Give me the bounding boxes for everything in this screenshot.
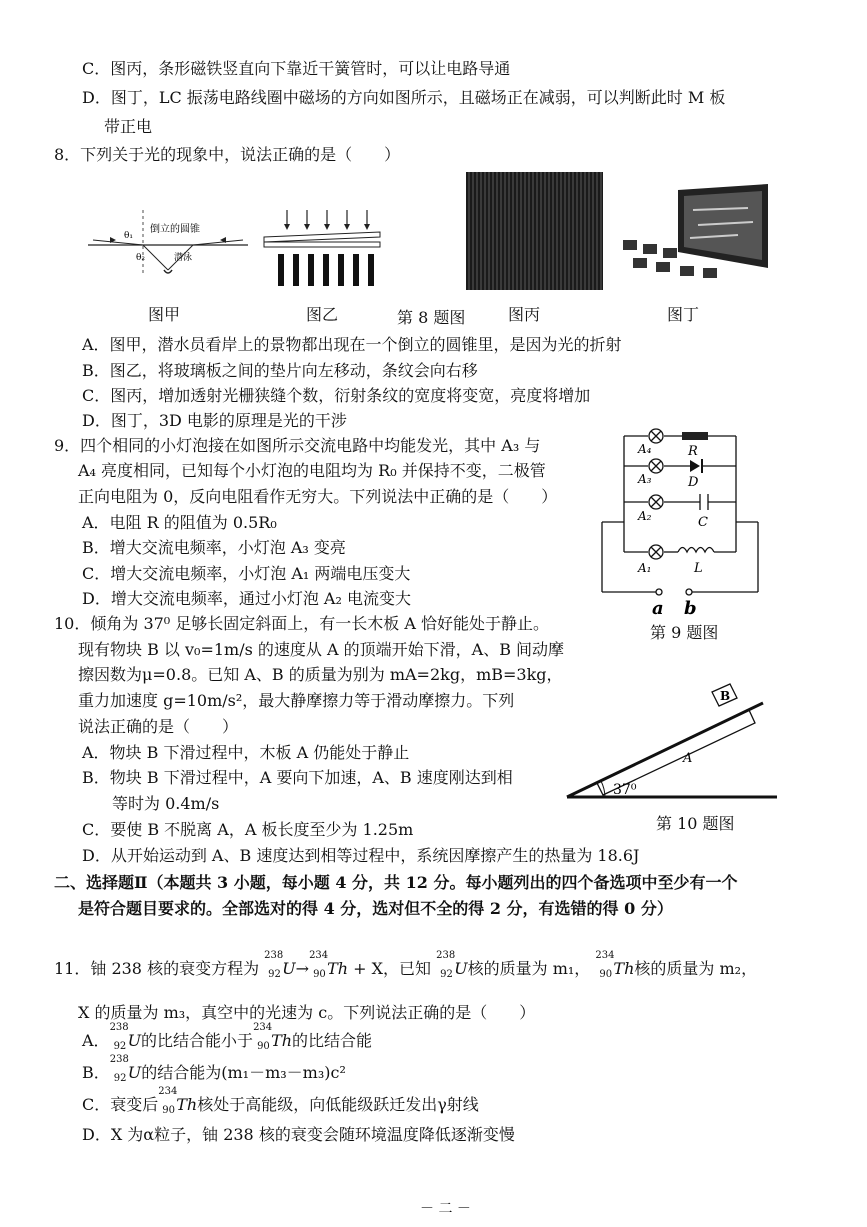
q10-option-a: A．物块 B 下滑过程中，木板 A 仍能处于静止 (82, 743, 410, 762)
nuclide-u238: 238 92 U (436, 950, 468, 980)
page-number: － 二 － (420, 1201, 471, 1217)
section-2-heading-line1: 二、选择题Ⅱ（本题共 3 小题，每小题 4 分，共 12 分。每小题列出的四个备选项中至少有一个 (54, 873, 738, 892)
cone-label: 倒立的圆锥 (150, 224, 200, 235)
block-b-label: B (720, 689, 731, 703)
q7-option-d-line2: 带正电 (104, 117, 153, 136)
q9-option-c: C．增大交流电频率，小灯泡 A₁ 两端电压变大 (82, 564, 411, 583)
diver-label: 潜泳 (174, 253, 193, 263)
q8-option-c: C．图丙，增加透射光栅狭缝个数，衍射条纹的宽度将变宽，亮度将增加 (82, 386, 591, 405)
q9-stem-line1: 9．四个相同的小灯泡接在如图所示交流电路中均能发光，其中 A₃ 与 (54, 436, 541, 455)
q8-caption-yi: 图乙 (306, 305, 339, 324)
q8-figure-yi (262, 208, 382, 288)
lamp-a2-label: A₂ (638, 509, 652, 523)
terminal-b-label: b (684, 598, 697, 616)
lamp-a4-label: A₄ (638, 442, 652, 456)
q11-stem-line1: 11．铀 238 核的衰变方程为 238 92 U→ 234 90 Th + X，已知 238 92 U核的质量为 m₁， 234 90 Th核的质量为 m₂， (54, 950, 758, 980)
lamp-a1-label: A₁ (638, 561, 652, 575)
q10-option-c: C．要使 B 不脱离 A，A 板长度至少为 1.25m (82, 820, 414, 839)
q9-option-d: D．增大交流电频率，通过小灯泡 A₂ 电流变大 (82, 589, 411, 608)
q9-option-b: B．增大交流电频率，小灯泡 A₃ 变亮 (82, 538, 346, 557)
q11-stem-line2: X 的质量为 m₃，真空中的光速为 c。下列说法正确的是（ ） (78, 1003, 536, 1022)
q8-caption-jia: 图甲 (148, 305, 181, 324)
q8-option-a: A．图甲，潜水员看岸上的景物都出现在一个倒立的圆锥里，是因为光的折射 (82, 335, 622, 354)
q10-stem-line1: 10．倾角为 37⁰ 足够长固定斜面上，有一长木板 A 恰好能处于静止。 (54, 614, 550, 633)
q8-caption-ding: 图丁 (667, 305, 700, 324)
q8-caption-bing: 图丙 (508, 305, 541, 324)
terminal-a-label: a (652, 598, 664, 616)
q9-figure-title: 第 9 题图 (650, 623, 719, 642)
q10-figure-title: 第 10 题图 (656, 814, 735, 833)
q10-stem-line3: 擦因数为μ=0.8。已知 A、B 的质量为别为 mA=2kg，mB=3kg， (78, 665, 563, 684)
capacitor-c-label: C (698, 515, 708, 530)
q9-stem-line3: 正向电阻为 0，反向电阻看作无穷大。下列说法中正确的是（ ） (78, 487, 558, 506)
diode-d-label: D (688, 475, 699, 490)
lamp-a3-label: A₃ (638, 472, 652, 486)
theta1-label: θ₁ (124, 231, 134, 241)
q7-option-d-line1: D．图丁，LC 振荡电路线圈中磁场的方向如图所示，且磁场正在减弱，可以判断此时 M 板 (82, 88, 726, 107)
q8-option-b: B．图乙，将玻璃板之间的垫片向左移动，条纹会向右移 (82, 361, 478, 380)
nuclide-th234: 234 90 Th (595, 950, 635, 980)
q8-figure-jia (88, 200, 248, 280)
inductor-l-label: L (694, 561, 703, 576)
nuclide-u238: 238 92 U (264, 950, 296, 980)
resistor-r-label: R (688, 444, 698, 459)
q11-option-a: A． 238 92 U的比结合能小于 234 90 Th的比结合能 (82, 1022, 373, 1052)
nuclide-th234: 234 90 Th (309, 950, 349, 980)
q10-option-b-line2: 等时为 0.4m/s (112, 794, 220, 813)
q11-option-c: C．衰变后 234 90 Th核处于高能级，向低能级跃迁发出γ射线 (82, 1086, 479, 1116)
q10-stem-line5: 说法正确的是（ ） (78, 717, 239, 736)
section-2-heading-line2: 是符合题目要求的。全部选对的得 4 分，选对但不全的得 2 分，有选错的得 0 分） (78, 899, 673, 918)
q9-circuit-diagram (596, 424, 766, 616)
q11-option-b: B． 238 92 U的结合能为(m₁－m₃－m₃)c² (82, 1054, 346, 1084)
q8-figure-bing (466, 172, 603, 290)
theta2-label: θ₂ (136, 253, 146, 263)
q10-stem-line2: 现有物块 B 以 v₀=1m/s 的速度从 A 的顶端开始下滑，A、B 间动摩 (78, 640, 565, 659)
q10-option-b-line1: B．物块 B 下滑过程中，A 要向下加速，A、B 速度刚达到相 (82, 768, 513, 787)
q8-option-d: D．图丁，3D 电影的原理是光的干涉 (82, 411, 347, 430)
q8-figure-ding (618, 180, 778, 285)
q9-stem-line2: A₄ 亮度相同，已知每个小灯泡的电阻均为 R₀ 并保持不变，二极管 (78, 461, 546, 480)
q8-figure-title: 第 8 题图 (397, 308, 466, 327)
q11-option-d: D．X 为α粒子，铀 238 核的衰变会随环境温度降低逐渐变慢 (82, 1125, 515, 1144)
q10-option-d: D．从开始运动到 A、B 速度达到相等过程中，系统因摩擦产生的热量为 18.6J (82, 846, 640, 865)
q8-stem: 8．下列关于光的现象中，说法正确的是（ ） (54, 145, 401, 164)
q9-option-a: A．电阻 R 的阻值为 0.5R₀ (82, 513, 277, 532)
q7-option-c: C．图丙，条形磁铁竖直向下靠近干簧管时，可以让电路导通 (82, 59, 511, 78)
angle-label: 37⁰ (613, 782, 637, 798)
q10-incline-diagram (565, 676, 780, 802)
q10-stem-line4: 重力加速度 g=10m/s²，最大静摩擦力等于滑动摩擦力。下列 (78, 691, 515, 710)
board-a-label: A (683, 751, 693, 766)
